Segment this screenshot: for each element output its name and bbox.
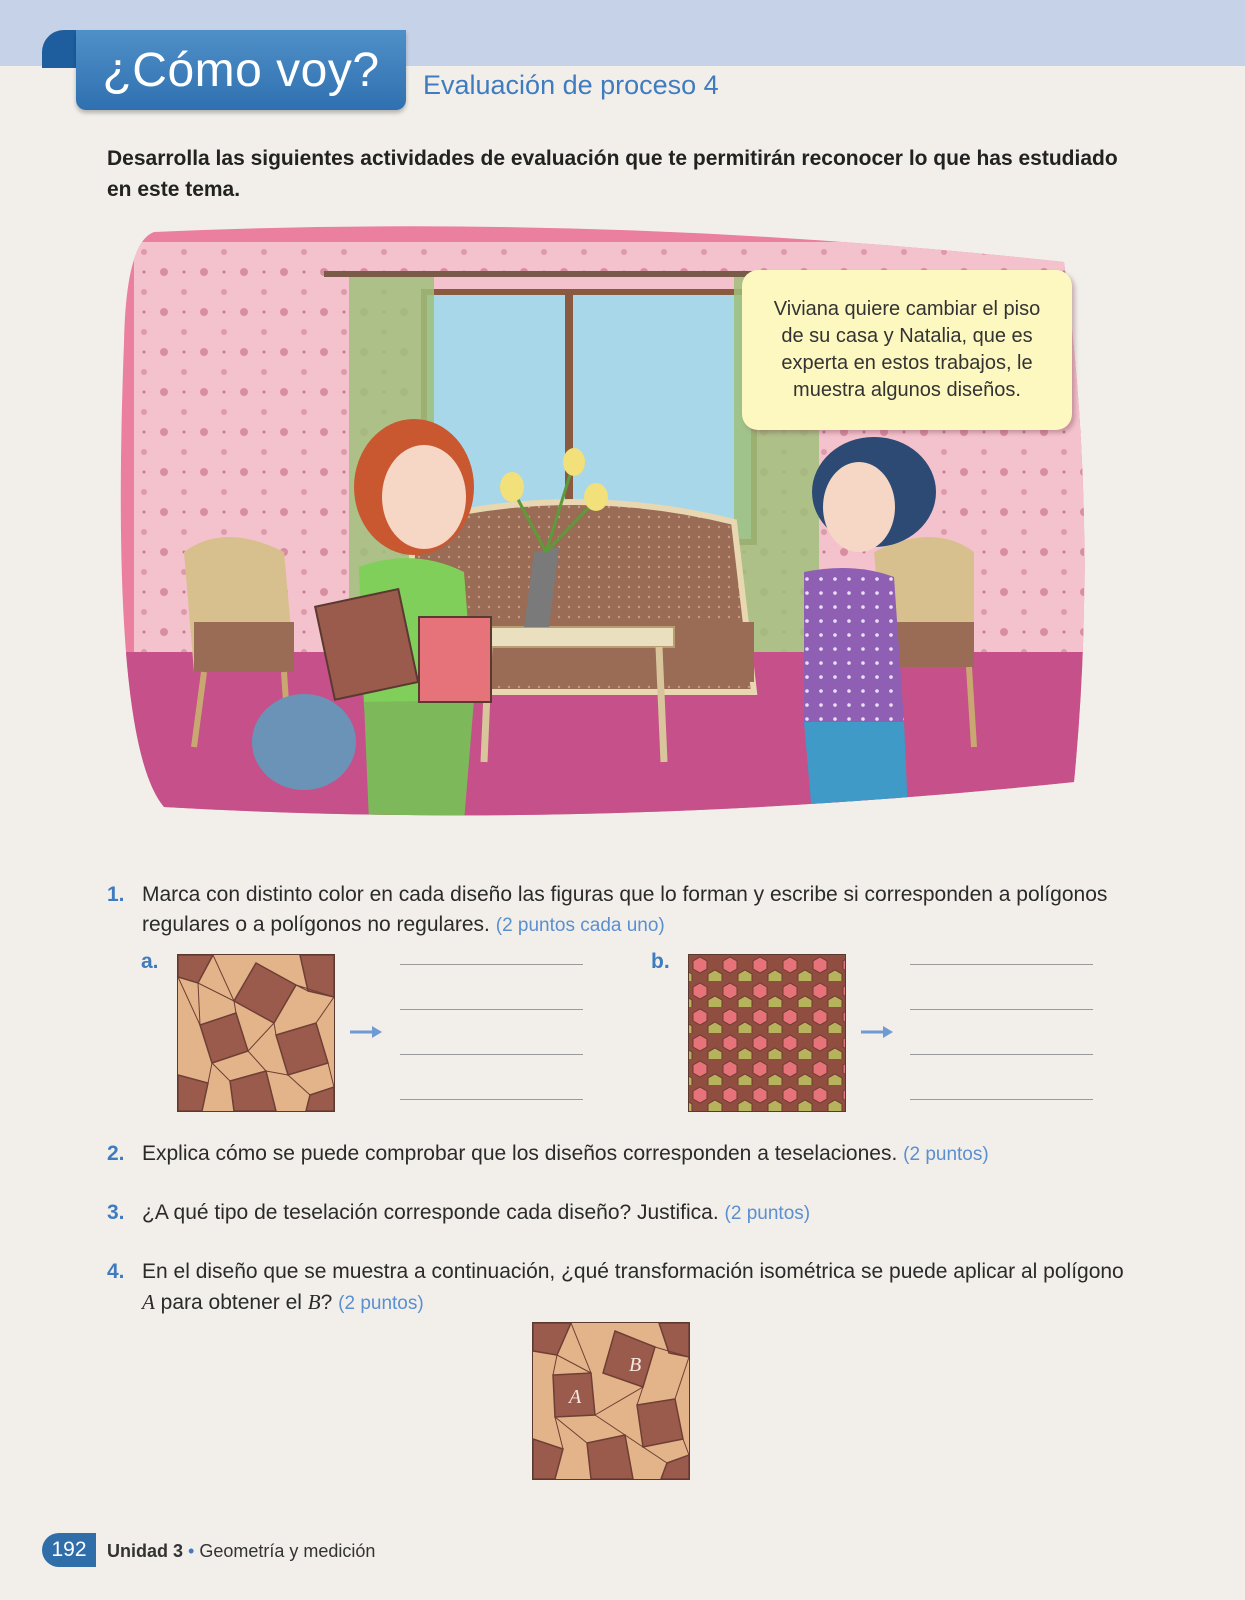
question-2 <box>107 1139 1127 1170</box>
design-ab-tile <box>532 1322 690 1480</box>
answer-line-b-1[interactable] <box>910 964 1093 965</box>
question-2-text: Explica cómo se puede comprobar que los diseños corresponden a teselaciones. <box>142 1142 898 1165</box>
question-number: 2. <box>107 1142 125 1165</box>
question-1-points: (2 puntos cada uno) <box>495 915 665 936</box>
answer-line-a-2[interactable] <box>400 1009 583 1010</box>
question-3 <box>107 1198 1127 1229</box>
design-a-tile <box>177 954 335 1112</box>
question-4-points: (2 puntos) <box>338 1293 424 1314</box>
title-box <box>76 30 406 110</box>
intro-text: Desarrolla las siguientes actividades de evaluación que te permitirán reconocer lo que has estudiado en este tema. <box>107 147 1118 201</box>
answer-line-a-4[interactable] <box>400 1099 583 1100</box>
page-title: ¿Cómo voy? <box>102 43 380 97</box>
question-4-text-before: En el diseño que se muestra a continuación, ¿qué transformación isométrica se puede aplicar al polígono <box>142 1260 1124 1283</box>
arrow-a-icon <box>350 1024 382 1040</box>
question-text <box>142 880 1127 941</box>
footer-topic: Geometría y medición <box>199 1541 376 1561</box>
question-number: 1. <box>107 883 125 906</box>
question-text <box>142 1198 1127 1229</box>
speech-text: Viviana quiere cambiar el piso de su casa y Natalia, que es experta en estos trabajos, le muestra algunos diseños. <box>773 298 1041 401</box>
question-number: 4. <box>107 1260 125 1283</box>
title-tab <box>42 30 78 68</box>
design-a-label: a. <box>141 950 159 973</box>
question-1 <box>107 880 1127 941</box>
question-text <box>142 1139 1127 1170</box>
question-4-text-after: ? <box>320 1291 333 1314</box>
answer-line-b-4[interactable] <box>910 1099 1093 1100</box>
design-b-label: b. <box>651 950 670 973</box>
footer-breadcrumb <box>107 1541 375 1562</box>
arrow-b-icon <box>861 1024 893 1040</box>
page-subtitle: Evaluación de proceso 4 <box>423 70 719 100</box>
question-1-text: Marca con distinto color en cada diseño las figuras que lo forman y escribe si corresponden a polígonos regulares o a polígonos no regulares. <box>142 883 1108 936</box>
question-4-text-mid: para obtener el <box>160 1291 302 1314</box>
question-number: 3. <box>107 1201 125 1224</box>
question-2-points: (2 puntos) <box>903 1144 989 1165</box>
question-text <box>142 1257 1127 1319</box>
polygon-a-label: A <box>569 1386 582 1408</box>
footer-unit: Unidad 3 <box>107 1541 184 1561</box>
polygon-b-label: B <box>629 1354 642 1376</box>
question-4 <box>107 1257 1127 1319</box>
variable-b: B <box>307 1290 321 1314</box>
answer-line-b-2[interactable] <box>910 1009 1093 1010</box>
footer-separator: • <box>188 1541 195 1561</box>
page-number: 192 <box>42 1533 96 1567</box>
question-3-text: ¿A qué tipo de teselación corresponde cada diseño? Justifica. <box>142 1201 719 1224</box>
speech-bubble <box>742 270 1072 430</box>
design-b-tile <box>688 954 846 1112</box>
answer-line-a-1[interactable] <box>400 964 583 965</box>
answer-line-b-3[interactable] <box>910 1054 1093 1055</box>
variable-a: A <box>142 1290 155 1314</box>
question-3-points: (2 puntos) <box>724 1203 811 1224</box>
answer-line-a-3[interactable] <box>400 1054 583 1055</box>
